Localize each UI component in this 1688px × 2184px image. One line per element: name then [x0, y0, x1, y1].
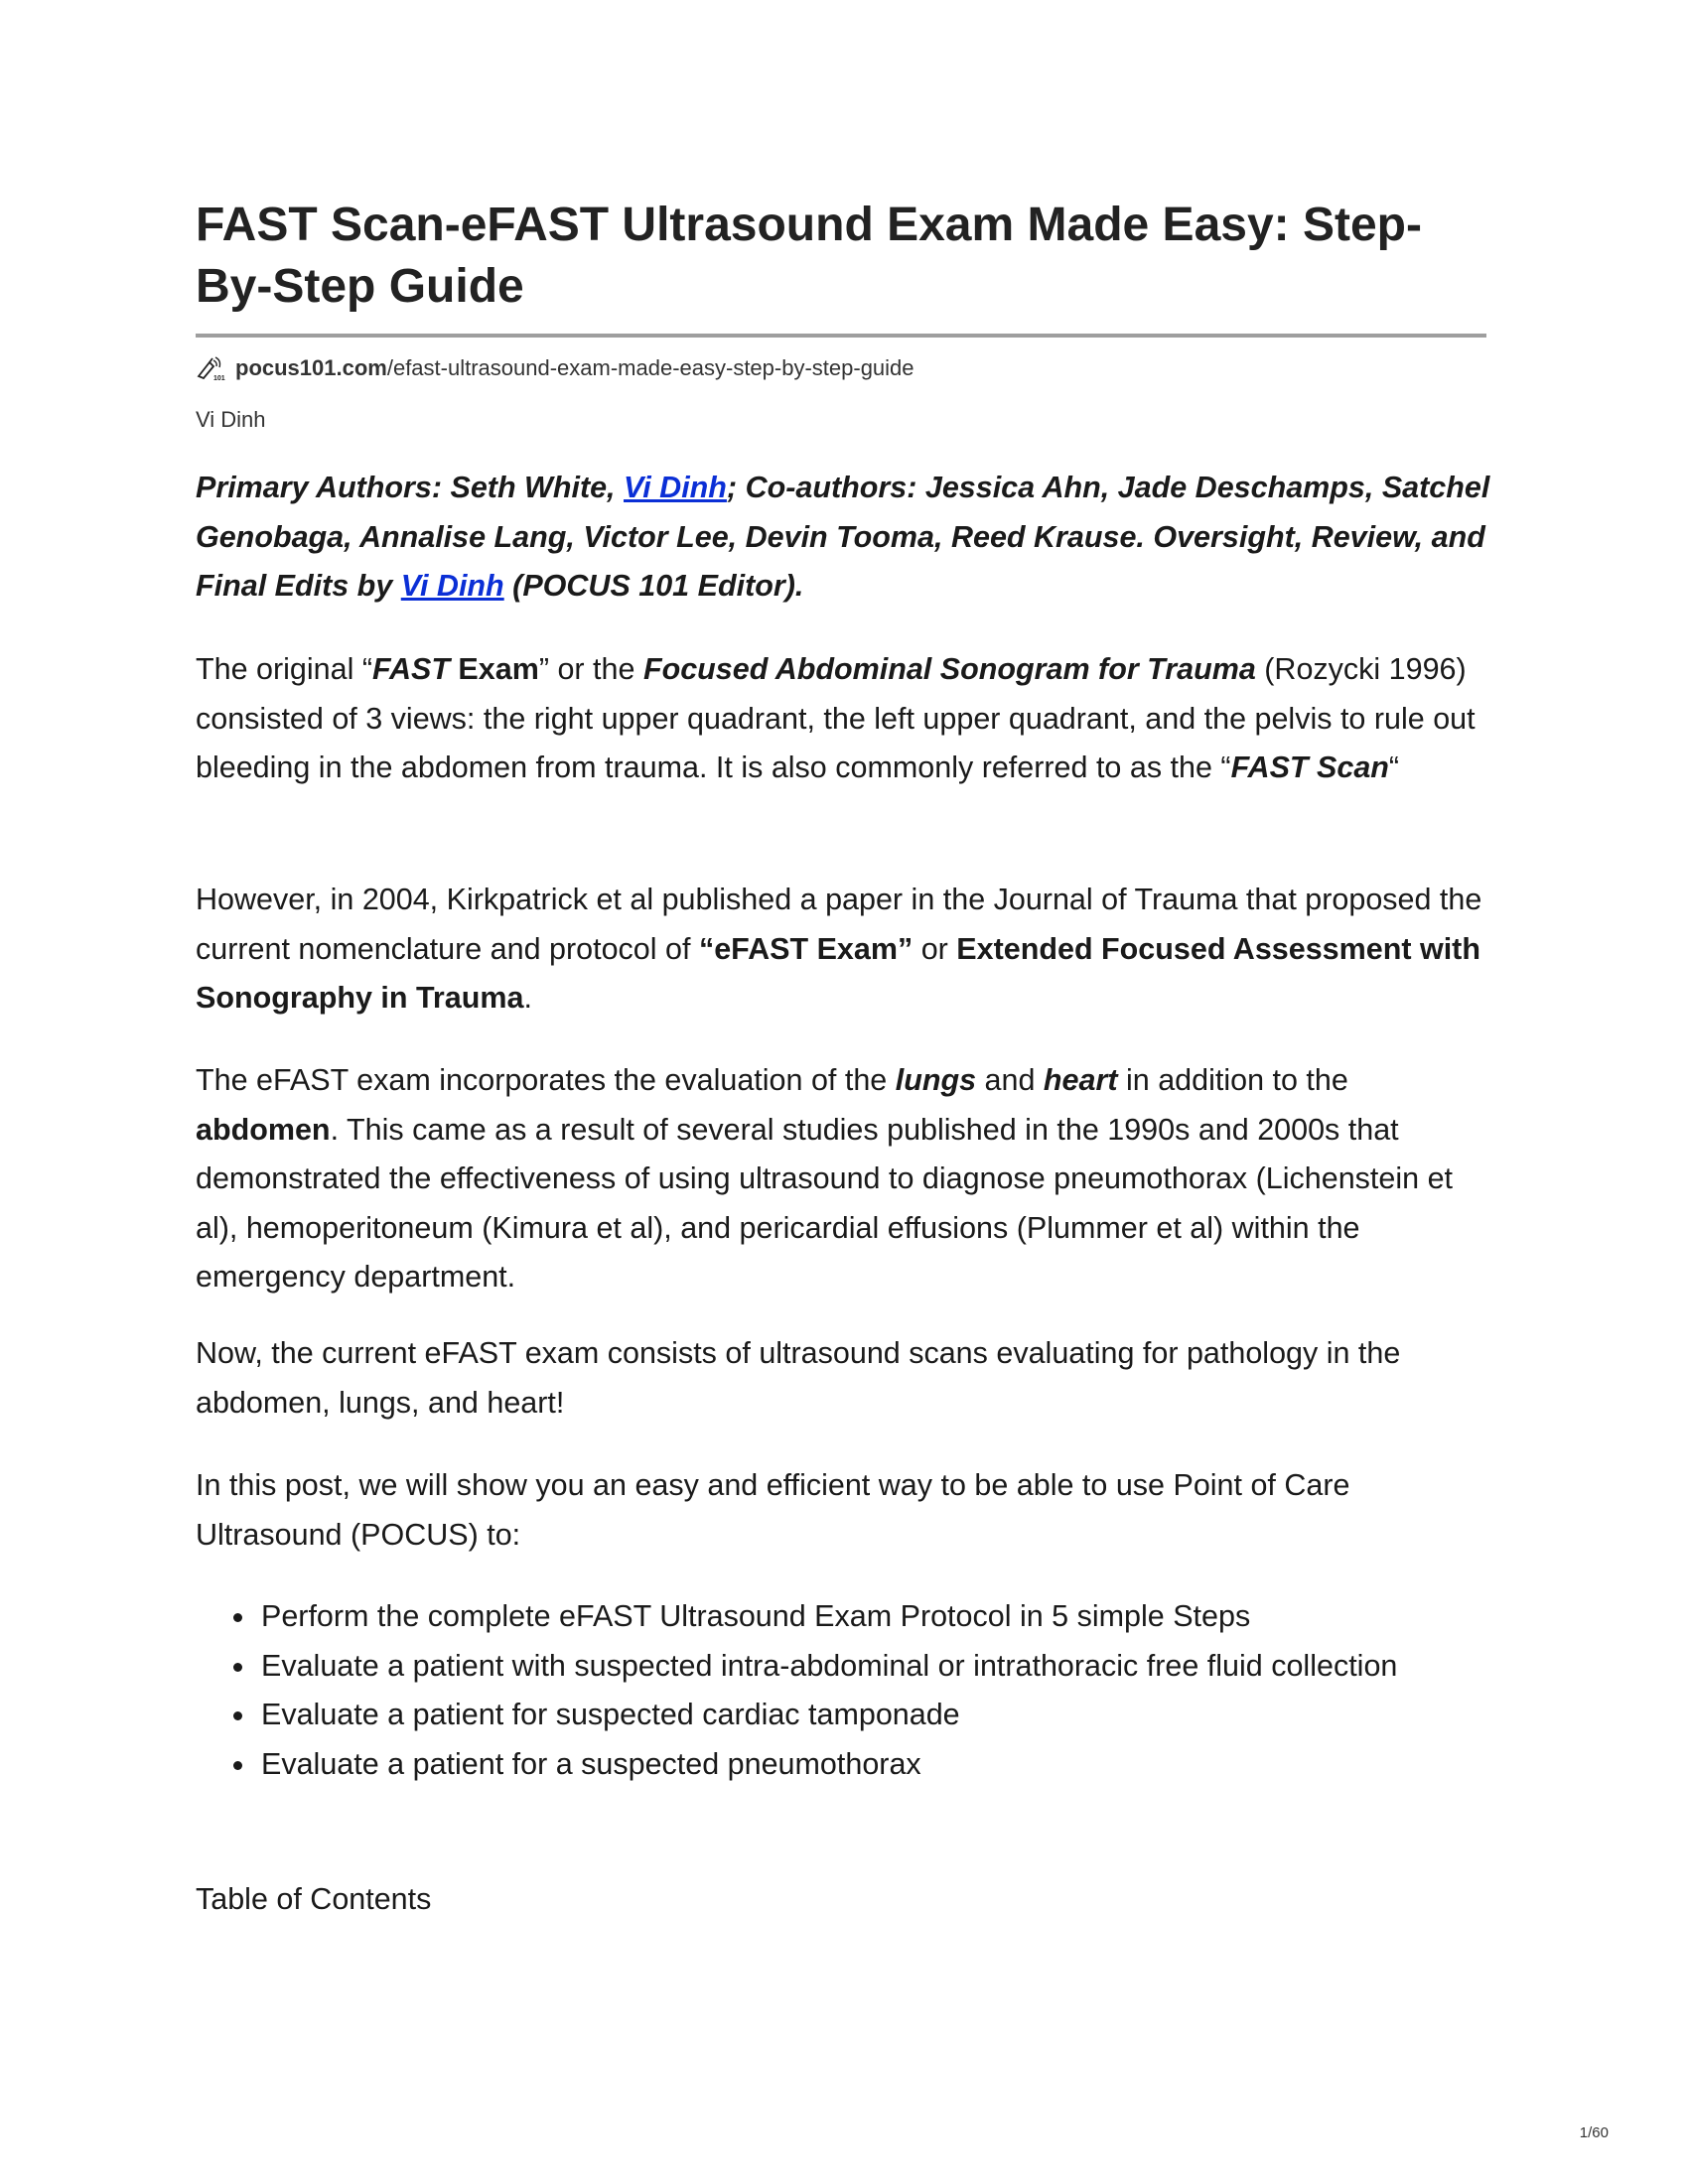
coauthors-text: ; Co-authors: Jessica Ahn, Jade Deschamps, Satchel Genobaga, Annalise Lang, Victor Lee, Devin Tooma, Reed Krause. Oversight, Review, and Final Edits by	[196, 471, 1490, 603]
page-number: 1/60	[1579, 2124, 1609, 2141]
text-run: (Rozycki 1996) consisted of 3 views: the right upper quadrant, the left upper quadrant, and the pelvis to rule out bleeding in the abdomen from trauma. It is also commonly referred to as the “	[196, 652, 1476, 784]
text-run: or	[913, 931, 957, 966]
post-intro-paragraph: In this post, we will show you an easy and efficient way to be able to use Point of Care Ultrasound (POCUS) to:	[196, 1468, 1350, 1552]
evaluation-paragraph	[196, 1056, 1496, 1302]
text-run: in addition to the	[1117, 1063, 1348, 1097]
list-item: Evaluate a patient for a suspected pneumothorax	[196, 1740, 1496, 1790]
history-paragraph	[196, 876, 1496, 1024]
byline: Vi Dinh	[196, 407, 266, 432]
text-run: ” or the	[538, 652, 643, 686]
authors-paragraph	[196, 464, 1496, 612]
efast-exam-term: “eFAST Exam”	[698, 931, 914, 966]
fast-term: FAST	[372, 652, 450, 686]
exam-term: Exam	[449, 652, 539, 686]
source-line	[196, 353, 914, 383]
source-path[interactable]: /efast-ultrasound-exam-made-easy-step-by-step-guide	[386, 355, 914, 380]
heart-term: heart	[1043, 1063, 1118, 1097]
list-item: Evaluate a patient for suspected cardiac tamponade	[196, 1691, 1496, 1740]
goals-list	[196, 1592, 1496, 1789]
title-divider	[196, 334, 1486, 338]
lungs-term: lungs	[895, 1063, 977, 1097]
list-item: Perform the complete eFAST Ultrasound Exam Protocol in 5 simple Steps	[196, 1592, 1496, 1642]
source-domain[interactable]: pocus101.com	[235, 355, 387, 380]
text-run: . This came as a result of several studies published in the 1990s and 2000s that demonstrated the effectiveness of using ultrasound to diagnose pneumothorax (Lichenstein et al), hemoperitoneum (Kimura et al), and pericardial effusions (Plummer et al) within the emergency department.	[196, 1112, 1454, 1294]
fast-scan-term: FAST Scan	[1230, 751, 1389, 784]
pocus101-logo-icon	[196, 355, 225, 381]
current-exam-paragraph: Now, the current eFAST exam consists of ultrasound scans evaluating for pathology in the abdomen, lungs, and heart!	[196, 1336, 1401, 1420]
author-link-vi-dinh[interactable]: Vi Dinh	[624, 471, 727, 504]
editor-suffix-text: (POCUS 101 Editor).	[503, 569, 804, 603]
fast-full-term: Focused Abdominal Sonogram for Trauma	[642, 652, 1256, 686]
abdomen-term: abdomen	[196, 1112, 331, 1147]
text-run: “	[1388, 751, 1400, 784]
text-run: and	[976, 1063, 1044, 1097]
efast-full-term: Extended Focused Assessment with Sonography in Trauma	[196, 931, 1480, 1015]
primary-authors-text: Primary Authors: Seth White,	[196, 471, 625, 504]
text-run: .	[523, 981, 532, 1015]
list-item: Evaluate a patient with suspected intra-abdominal or intrathoracic free fluid collection	[196, 1642, 1496, 1692]
editor-link-vi-dinh[interactable]: Vi Dinh	[400, 569, 504, 603]
text-run: The eFAST exam incorporates the evaluation of the	[196, 1063, 896, 1097]
table-of-contents-label[interactable]: Table of Contents	[196, 1882, 432, 1916]
text-run: The original “	[196, 652, 372, 686]
intro-paragraph	[196, 645, 1496, 793]
page-title: FAST Scan-eFAST Ultrasound Exam Made Easy: Step-By-Step Guide	[196, 199, 1422, 313]
svg-text:101: 101	[213, 375, 225, 381]
text-run: However, in 2004, Kirkpatrick et al published a paper in the Journal of Trauma that proposed the current nomenclature and protocol of	[196, 883, 1482, 966]
